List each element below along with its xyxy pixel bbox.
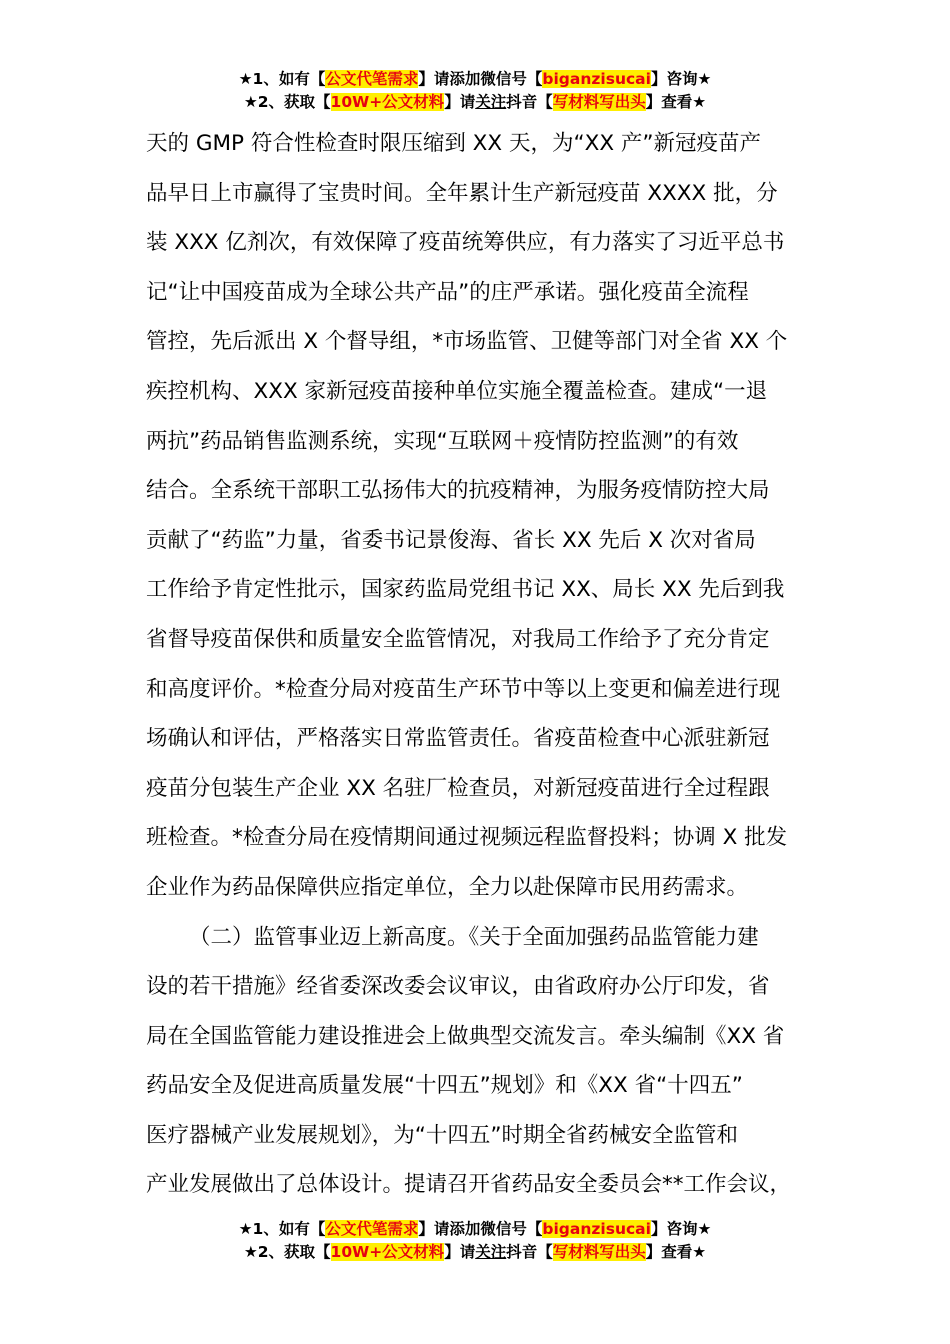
body-line: 品早日上市赢得了宝贵时间。全年累计生产新冠疫苗 XXXX 批，分 <box>146 180 778 206</box>
body-line: 和高度评价。*检查分局对疫苗生产环节中等以上变更和偏差进行现 <box>146 676 781 702</box>
banner-line1-highlight-2: biganzisucai <box>542 70 651 88</box>
banner-line1-mid-1: 】请 <box>418 1220 450 1238</box>
body-line: 设的若干措施》经省委深改委会议审议，由省政府办公厅印发，省 <box>146 974 770 1000</box>
banner-line2-mid-1: 】请 <box>444 93 476 111</box>
header-banner <box>0 68 950 114</box>
banner-line1-suffix: 】咨询★ <box>650 70 712 88</box>
banner-line1-highlight-1: 公文代笔需求 <box>325 70 419 88</box>
body-line: 班检查。*检查分局在疫情期间通过视频远程监督投料；协调 X 批发 <box>146 825 788 851</box>
body-line: 装 XXX 亿剂次，有效保障了疫苗统筹供应，有力落实了习近平总书 <box>146 230 785 256</box>
banner-line1-emphasis: 添加 <box>449 70 481 88</box>
section-heading-line: （二）监管事业迈上新高度。《关于全面加强药品监管能力建 <box>189 924 759 950</box>
body-line: 两抗”药品销售监测系统，实现“互联网＋疫情防控监测”的有效 <box>146 428 739 454</box>
banner-line-1 <box>0 68 950 91</box>
banner-line2-prefix: ★2、获取【 <box>243 1243 331 1261</box>
body-line: 产业发展做出了总体设计。提请召开省药品安全委员会**工作会议， <box>146 1172 792 1198</box>
body-line: 记“让中国疫苗成为全球公共产品”的庄严承诺。强化疫苗全流程 <box>146 279 749 305</box>
banner-line2-highlight-2: 写材料写出头 <box>552 93 646 111</box>
body-line: 医疗器械产业发展规划》，为“十四五”时期全省药械安全监管和 <box>146 1122 739 1148</box>
banner-line2-highlight-1: 10W+公文材料 <box>330 1243 445 1261</box>
banner-line1-mid-1: 】请 <box>418 70 450 88</box>
banner-line1-emphasis: 添加 <box>449 1220 481 1238</box>
banner-line-2 <box>0 91 950 114</box>
body-line: 工作给予肯定性批示，国家药监局党组书记 XX、局长 XX 先后到我 <box>146 577 785 603</box>
body-line: 省督导疫苗保供和质量安全监管情况，对我局工作给予了充分肯定 <box>146 626 770 652</box>
banner-line-1 <box>0 1218 950 1241</box>
body-line: 场确认和评估，严格落实日常监管责任。省疫苗检查中心派驻新冠 <box>146 726 770 752</box>
banner-line1-mid-2: 微信号【 <box>480 1220 543 1238</box>
body-line: 管控，先后派出 X 个督导组，*市场监管、卫健等部门对全省 XX 个 <box>146 329 788 355</box>
body-line: 贡献了“药监”力量，省委书记景俊海、省长 XX 先后 X 次对省局 <box>146 527 756 553</box>
banner-line-2 <box>0 1241 950 1264</box>
banner-line2-mid-2: 抖音【 <box>506 1243 553 1261</box>
banner-line1-highlight-2: biganzisucai <box>542 1220 651 1238</box>
banner-line2-mid-2: 抖音【 <box>506 93 553 111</box>
banner-line2-emphasis: 关注 <box>475 1243 507 1261</box>
banner-line2-prefix: ★2、获取【 <box>243 93 331 111</box>
banner-line2-suffix: 】查看★ <box>645 93 707 111</box>
banner-line2-suffix: 】查看★ <box>645 1243 707 1261</box>
banner-line2-mid-1: 】请 <box>444 1243 476 1261</box>
banner-line2-highlight-1: 10W+公文材料 <box>330 93 445 111</box>
banner-line2-emphasis: 关注 <box>475 93 507 111</box>
body-line: 药品安全及促进高质量发展“十四五”规划》和《XX 省“十四五” <box>146 1073 743 1099</box>
body-line: 企业作为药品保障供应指定单位，全力以赴保障市民用药需求。 <box>146 874 749 900</box>
body-line: 疫苗分包装生产企业 XX 名驻厂检查员，对新冠疫苗进行全过程跟 <box>146 775 770 801</box>
body-line: 局在全国监管能力建设推进会上做典型交流发言。牵头编制《XX 省 <box>146 1023 785 1049</box>
body-line: 结合。全系统干部职工弘扬伟大的抗疫精神，为服务疫情防控大局 <box>146 478 770 504</box>
banner-line1-suffix: 】咨询★ <box>650 1220 712 1238</box>
banner-line1-mid-2: 微信号【 <box>480 70 543 88</box>
body-line: 天的 GMP 符合性检查时限压缩到 XX 天，为“XX 产”新冠疫苗产 <box>146 131 762 156</box>
banner-line1-highlight-1: 公文代笔需求 <box>325 1220 419 1238</box>
banner-line2-highlight-2: 写材料写出头 <box>552 1243 646 1261</box>
footer-banner <box>0 1218 950 1264</box>
body-line: 疾控机构、XXX 家新冠疫苗接种单位实施全覆盖检查。建成“一退 <box>146 378 768 404</box>
banner-line1-prefix: ★1、如有【 <box>238 1220 326 1238</box>
banner-line1-prefix: ★1、如有【 <box>238 70 326 88</box>
document-body <box>146 119 814 1210</box>
